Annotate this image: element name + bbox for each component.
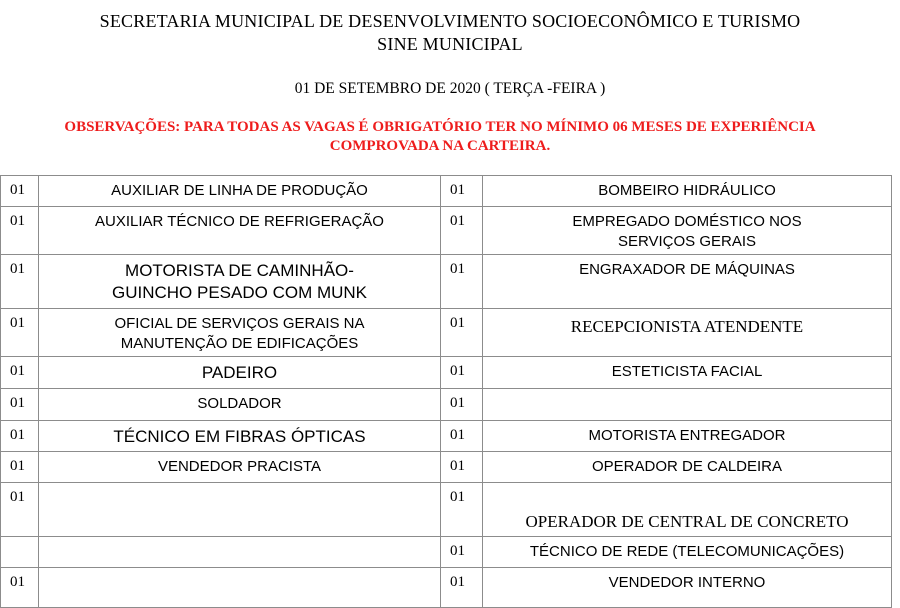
table-row bbox=[1, 537, 892, 568]
title-line-1: SECRETARIA MUNICIPAL DE DESENVOLVIMENTO SOCIOECONÔMICO E TURISMO bbox=[99, 11, 801, 31]
left-job-title bbox=[39, 568, 441, 608]
left-job-title: VENDEDOR PRACISTA bbox=[39, 452, 441, 483]
left-job-title: AUXILIAR TÉCNICO DE REFRIGERAÇÃO bbox=[39, 207, 441, 255]
left-quantity: 01 bbox=[1, 255, 39, 309]
right-quantity: 01 bbox=[441, 389, 483, 421]
date-line: 01 DE SETEMBRO DE 2020 ( TERÇA -FEIRA ) bbox=[294, 80, 606, 97]
job-vacancies-table bbox=[0, 175, 892, 608]
left-job-title: SOLDADOR bbox=[39, 389, 441, 421]
left-quantity bbox=[1, 537, 39, 568]
right-quantity: 01 bbox=[441, 452, 483, 483]
left-job-title: TÉCNICO EM FIBRAS ÓPTICAS bbox=[39, 421, 441, 452]
table-row bbox=[1, 568, 892, 608]
right-quantity: 01 bbox=[441, 309, 483, 357]
left-quantity: 01 bbox=[1, 309, 39, 357]
right-quantity: 01 bbox=[441, 207, 483, 255]
left-job-title: MOTORISTA DE CAMINHÃO-GUINCHO PESADO COM MUNK bbox=[39, 255, 441, 309]
right-job-title: RECEPCIONISTA ATENDENTE bbox=[483, 309, 892, 357]
right-job-title: MOTORISTA ENTREGADOR bbox=[483, 421, 892, 452]
left-quantity: 01 bbox=[1, 176, 39, 207]
left-quantity: 01 bbox=[1, 568, 39, 608]
right-job-title: OPERADOR DE CENTRAL DE CONCRETO bbox=[483, 483, 892, 537]
right-job-title: OPERADOR DE CALDEIRA bbox=[483, 452, 892, 483]
right-job-title: ESTETICISTA FACIAL bbox=[483, 357, 892, 389]
right-job-title: TÉCNICO DE REDE (TELECOMUNICAÇÕES) bbox=[483, 537, 892, 568]
right-job-title: ENGRAXADOR DE MÁQUINAS bbox=[483, 255, 892, 309]
right-job-title: VENDEDOR INTERNO bbox=[483, 568, 892, 608]
observation-line-2: COMPROVADA NA CARTEIRA. bbox=[329, 138, 551, 154]
left-quantity: 01 bbox=[1, 389, 39, 421]
table-row bbox=[1, 309, 892, 357]
observation-notice bbox=[0, 118, 880, 156]
left-quantity: 01 bbox=[1, 483, 39, 537]
right-quantity: 01 bbox=[441, 357, 483, 389]
table-row bbox=[1, 357, 892, 389]
left-job-title bbox=[39, 537, 441, 568]
table-row bbox=[1, 421, 892, 452]
left-quantity: 01 bbox=[1, 357, 39, 389]
right-quantity: 01 bbox=[441, 176, 483, 207]
table-row bbox=[1, 176, 892, 207]
left-quantity: 01 bbox=[1, 452, 39, 483]
table-row bbox=[1, 483, 892, 537]
right-quantity: 01 bbox=[441, 568, 483, 608]
left-job-title bbox=[39, 483, 441, 537]
left-job-title: AUXILIAR DE LINHA DE PRODUÇÃO bbox=[39, 176, 441, 207]
right-job-title bbox=[483, 389, 892, 421]
left-quantity: 01 bbox=[1, 207, 39, 255]
table-row bbox=[1, 452, 892, 483]
left-job-title: PADEIRO bbox=[39, 357, 441, 389]
right-quantity: 01 bbox=[441, 255, 483, 309]
table-row bbox=[1, 389, 892, 421]
table-row bbox=[1, 255, 892, 309]
right-job-title: BOMBEIRO HIDRÁULICO bbox=[483, 176, 892, 207]
right-quantity: 01 bbox=[441, 421, 483, 452]
left-quantity: 01 bbox=[1, 421, 39, 452]
right-quantity: 01 bbox=[441, 537, 483, 568]
observation-line-1: OBSERVAÇÕES: PARA TODAS AS VAGAS É OBRIGATÓRIO TER NO MÍNIMO 06 MESES DE EXPERIÊNCIA bbox=[64, 119, 816, 135]
title-line-2: SINE MUNICIPAL bbox=[377, 34, 523, 54]
right-quantity: 01 bbox=[441, 483, 483, 537]
right-job-title: EMPREGADO DOMÉSTICO NOS SERVIÇOS GERAIS bbox=[483, 207, 892, 255]
table-row bbox=[1, 207, 892, 255]
left-job-title: OFICIAL DE SERVIÇOS GERAIS NA MANUTENÇÃO DE EDIFICAÇÕES bbox=[39, 309, 441, 357]
